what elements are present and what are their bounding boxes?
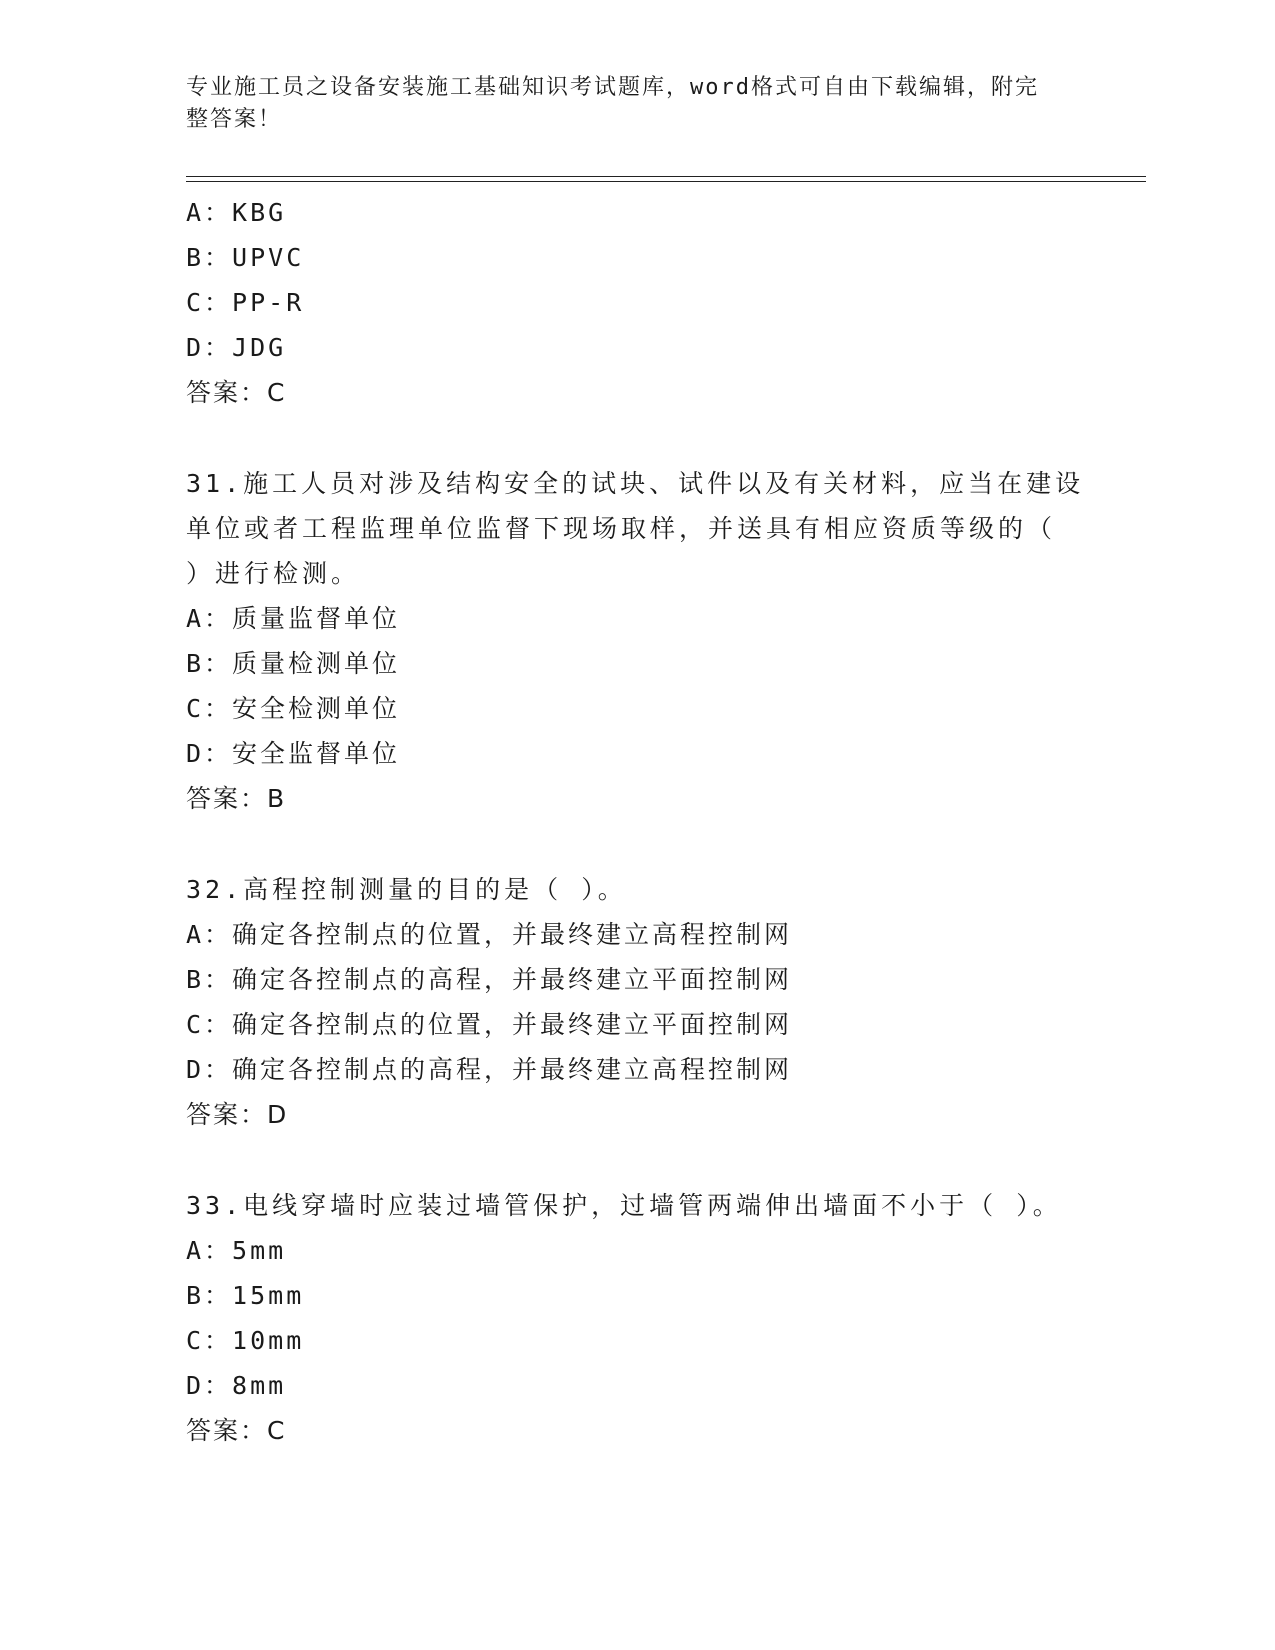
option-c: C：10mm (186, 1326, 305, 1355)
question-33 (186, 1183, 1086, 1453)
question-stem-line: ）进行检测。 (186, 559, 361, 588)
option-d: D：8mm (186, 1371, 287, 1400)
header-line-1: 专业施工员之设备安装施工基础知识考试题库，word格式可自由下载编辑，附完 (186, 75, 1039, 100)
answer-line: 答案：D (186, 1100, 289, 1129)
question-stem-line: 32.高程控制测量的目的是（ ）。 (186, 875, 627, 904)
answer-line: 答案：C (186, 378, 287, 407)
option-b: B：UPVC (186, 243, 305, 272)
question-31 (186, 461, 1086, 821)
question-stem-line: 33.电线穿墙时应装过墙管保护，过墙管两端伸出墙面不小于（ ）。 (186, 1191, 1062, 1220)
header-divider-top (186, 176, 1146, 177)
option-b: B：质量检测单位 (186, 649, 401, 678)
option-d: D：安全监督单位 (186, 739, 401, 768)
question-list (186, 190, 1086, 1453)
question-30-continued (186, 190, 1086, 415)
option-a: A：确定各控制点的位置，并最终建立高程控制网 (186, 920, 793, 949)
option-a: A：5mm (186, 1236, 287, 1265)
option-c: C：PP-R (186, 288, 305, 317)
option-d: D：JDG (186, 333, 287, 362)
option-b: B：15mm (186, 1281, 305, 1310)
option-b: B：确定各控制点的高程，并最终建立平面控制网 (186, 965, 793, 994)
question-stem-line: 单位或者工程监理单位监督下现场取样，并送具有相应资质等级的（ (186, 514, 1057, 543)
answer-line: 答案：C (186, 1416, 287, 1445)
option-d: D：确定各控制点的高程，并最终建立高程控制网 (186, 1055, 793, 1084)
question-32 (186, 867, 1086, 1137)
question-stem-line: 31.施工人员对涉及结构安全的试块、试件以及有关材料，应当在建设 (186, 469, 1085, 498)
document-header (186, 72, 1066, 136)
option-a: A：KBG (186, 198, 287, 227)
option-c: C：安全检测单位 (186, 694, 401, 723)
option-c: C：确定各控制点的位置，并最终建立平面控制网 (186, 1010, 793, 1039)
answer-line: 答案：B (186, 784, 287, 813)
header-divider-bottom (186, 181, 1146, 182)
option-a: A：质量监督单位 (186, 604, 401, 633)
header-line-2: 整答案！ (186, 107, 283, 132)
